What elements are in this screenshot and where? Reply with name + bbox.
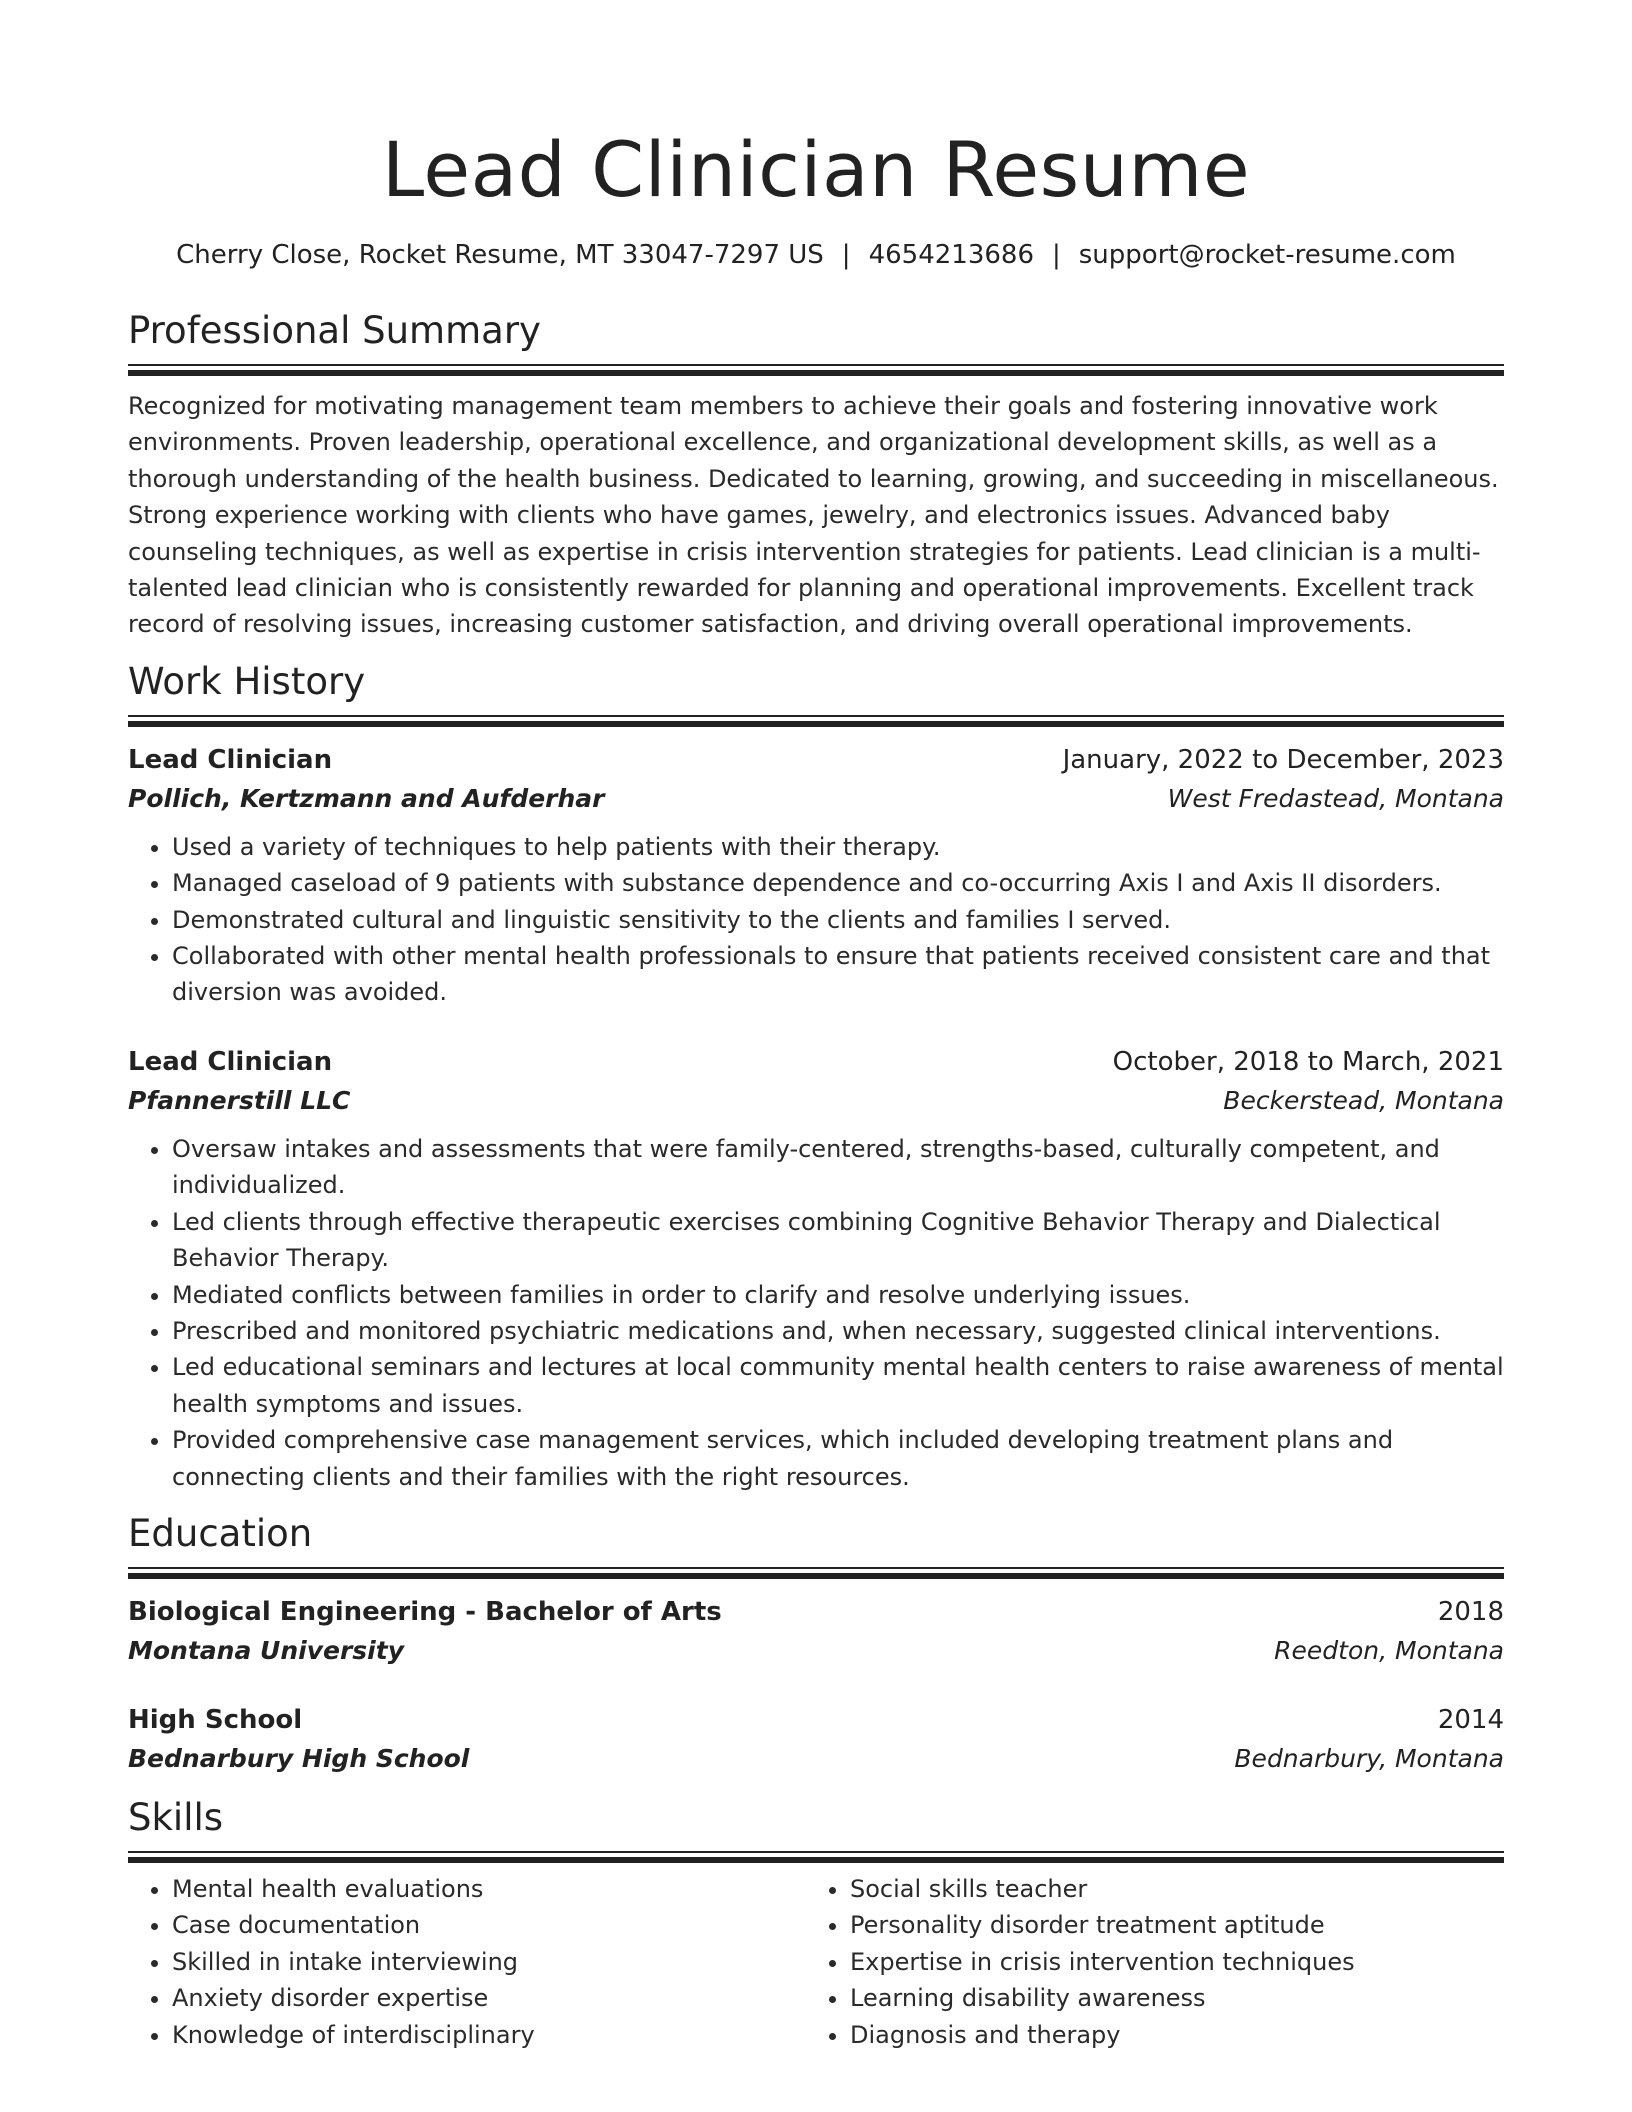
education-year: 2014 bbox=[1437, 1704, 1504, 1735]
section-heading-education: Education bbox=[128, 1511, 313, 1555]
contact-address: Cherry Close, Rocket Resume, MT 33047-7297 US bbox=[176, 240, 824, 270]
education-school: Montana University bbox=[128, 1635, 404, 1665]
list-item: • Led clients through effective therapeutic exercises combining Cognitive Behavior Therapy and Dialectical Behavior Therapy. bbox=[172, 1204, 1504, 1277]
job-dates: October, 2018 to March, 2021 bbox=[1112, 1046, 1504, 1077]
section-heading-work-history: Work History bbox=[128, 659, 366, 703]
section-divider bbox=[128, 364, 1504, 376]
list-item: • Diagnosis and therapy bbox=[850, 2017, 1484, 2053]
section-divider bbox=[128, 715, 1504, 727]
summary-section bbox=[128, 308, 1504, 643]
list-item: • Collaborated with other mental health professionals to ensure that patients received consistent care and that diversion was avoided. bbox=[172, 938, 1504, 1011]
education-degree: Biological Engineering - Bachelor of Arts bbox=[128, 1596, 722, 1627]
summary-text: Recognized for motivating management team members to achieve their goals and fostering innovative work environments. Proven leadership, operational excellence, and organizational development skills, as well as a thorough understanding of the health business. Dedicated to learning, growing, and succeeding in miscellaneous. Strong experience working with clients who have games, jewelry, and electronics issues. Advanced baby counseling techniques, as well as expertise in crisis intervention strategies for patients. Lead clinician is a multi-talented lead clinician who is consistently rewarded for planning and operational improvements. Excellent track record of resolving issues, increasing customer satisfaction, and driving overall operational improvements. bbox=[128, 392, 1499, 639]
skills-list-left bbox=[128, 1871, 806, 2053]
section-heading-summary: Professional Summary bbox=[128, 309, 541, 352]
contact-phone: 4654213686 bbox=[868, 240, 1034, 270]
list-item: • Used a variety of techniques to help patients with their therapy. bbox=[172, 829, 1504, 865]
list-item: • Anxiety disorder expertise bbox=[172, 1980, 806, 2016]
job-employer: Pollich, Kertzmann and Aufderhar bbox=[128, 783, 605, 813]
list-item: • Oversaw intakes and assessments that were family-centered, strengths-based, culturally competent, and individualized. bbox=[172, 1131, 1504, 1204]
list-item: • Mediated conflicts between families in order to clarify and resolve underlying issues. bbox=[172, 1277, 1504, 1313]
list-item: • Personality disorder treatment aptitude bbox=[850, 1907, 1484, 1943]
contact-line bbox=[128, 238, 1504, 272]
resume-title: Lead Clinician Resume bbox=[381, 125, 1251, 214]
section-divider bbox=[128, 1567, 1504, 1579]
list-item: • Prescribed and monitored psychiatric medications and, when necessary, suggested clinical interventions. bbox=[172, 1313, 1504, 1349]
list-item: • Demonstrated cultural and linguistic sensitivity to the clients and families I served. bbox=[172, 902, 1504, 938]
contact-separator: | bbox=[1051, 240, 1061, 270]
job-location: Beckerstead, Montana bbox=[1223, 1085, 1504, 1115]
skills-section bbox=[128, 1795, 1504, 2053]
job-bullets bbox=[128, 829, 1504, 1011]
section-heading-skills: Skills bbox=[128, 1795, 224, 1839]
education-entry bbox=[128, 1701, 1504, 1779]
list-item: • Knowledge of interdisciplinary bbox=[172, 2017, 806, 2053]
list-item: • Provided comprehensive case management services, which included developing treatment plans and connecting clients and their families with the right resources. bbox=[172, 1422, 1504, 1495]
list-item: • Social skills teacher bbox=[850, 1871, 1484, 1907]
list-item: • Mental health evaluations bbox=[172, 1871, 806, 1907]
job-location: West Fredastead, Montana bbox=[1167, 783, 1504, 813]
list-item: • Skilled in intake interviewing bbox=[172, 1944, 806, 1980]
job-title: Lead Clinician bbox=[128, 1046, 333, 1077]
education-year: 2018 bbox=[1437, 1596, 1504, 1627]
skills-list-right bbox=[806, 1871, 1484, 2053]
section-divider bbox=[128, 1851, 1504, 1863]
work-history-section bbox=[128, 659, 1504, 1495]
job-bullets bbox=[128, 1131, 1504, 1495]
skills-columns bbox=[128, 1871, 1504, 2053]
job-entry bbox=[128, 1043, 1504, 1495]
education-entry bbox=[128, 1593, 1504, 1671]
contact-separator: | bbox=[841, 240, 851, 270]
job-title: Lead Clinician bbox=[128, 744, 333, 775]
education-location: Bednarbury, Montana bbox=[1234, 1743, 1504, 1773]
job-employer: Pfannerstill LLC bbox=[128, 1085, 351, 1115]
list-item: • Learning disability awareness bbox=[850, 1980, 1484, 2016]
education-section bbox=[128, 1511, 1504, 1779]
job-dates: January, 2022 to December, 2023 bbox=[1062, 744, 1504, 775]
list-item: • Led educational seminars and lectures at local community mental health centers to raise awareness of mental health symptoms and issues. bbox=[172, 1349, 1504, 1422]
list-item: • Managed caseload of 9 patients with substance dependence and co-occurring Axis I and Axis II disorders. bbox=[172, 865, 1504, 901]
education-location: Reedton, Montana bbox=[1274, 1635, 1504, 1665]
job-entry bbox=[128, 741, 1504, 1011]
education-school: Bednarbury High School bbox=[128, 1743, 470, 1773]
list-item: • Case documentation bbox=[172, 1907, 806, 1943]
resume-page bbox=[128, 0, 1504, 2053]
education-degree: High School bbox=[128, 1704, 303, 1735]
list-item: • Expertise in crisis intervention techniques bbox=[850, 1944, 1484, 1980]
contact-email: support@rocket-resume.com bbox=[1078, 240, 1456, 270]
